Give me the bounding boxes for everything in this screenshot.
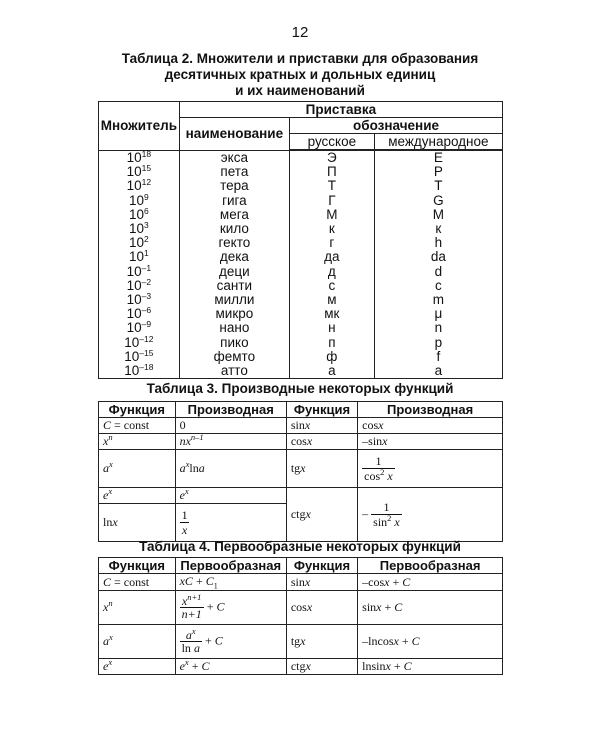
prefix-intl-cell: n bbox=[374, 321, 502, 335]
prefix-table bbox=[98, 101, 503, 379]
func-const: C = const bbox=[99, 418, 176, 434]
table2-title: Таблица 2. Множители и приставки для образования десятичных кратных и дольных единиц и их наименований bbox=[121, 51, 479, 98]
prefix-row bbox=[99, 364, 503, 379]
deriv-tg: $\frac{1}{\cos^2 x}$ bbox=[358, 450, 503, 488]
deriv-power: $nx^{n-1}$ bbox=[175, 434, 286, 450]
prefix-ru-cell: Г bbox=[290, 194, 375, 208]
prefix-intl-cell: m bbox=[374, 293, 502, 307]
func-ln: lnx bbox=[99, 504, 176, 542]
prefix-ru-cell: ф bbox=[290, 350, 375, 364]
func-cos: cosx bbox=[286, 434, 357, 450]
header-derivative-2: Производная bbox=[358, 402, 503, 418]
prefix-row bbox=[99, 150, 503, 165]
prefix-row bbox=[99, 222, 503, 236]
anti-tg: –lncosx + C bbox=[358, 625, 503, 659]
anti-exp-e: $e^x + C$ bbox=[175, 659, 286, 675]
prefix-name-cell: фемто bbox=[179, 350, 289, 364]
multiplier-cell: $10^6$ bbox=[99, 208, 180, 222]
prefix-name-cell: гига bbox=[179, 194, 289, 208]
prefix-ru-cell: Э bbox=[290, 150, 375, 165]
prefix-row bbox=[99, 165, 503, 179]
prefix-row bbox=[99, 179, 503, 193]
prefix-ru-cell: Т bbox=[290, 179, 375, 193]
table4-title: Таблица 4. Первообразные некоторых функций bbox=[139, 539, 461, 554]
deriv-ln: $\frac{1}{x}$ bbox=[175, 504, 286, 542]
header-multiplier: Множитель bbox=[99, 102, 180, 151]
prefix-row bbox=[99, 208, 503, 222]
prefix-intl-cell: E bbox=[374, 150, 502, 165]
table3-title: Таблица 3. Производные некоторых функций bbox=[146, 381, 454, 396]
multiplier-cell: $10^{15}$ bbox=[99, 165, 180, 179]
prefix-ru-cell: м bbox=[290, 293, 375, 307]
prefix-intl-cell: T bbox=[374, 179, 502, 193]
header-function-2: Функция bbox=[286, 558, 357, 574]
prefix-row bbox=[99, 279, 503, 293]
multiplier-cell: $10^{-1}$ bbox=[99, 265, 180, 279]
prefix-name-cell: санти bbox=[179, 279, 289, 293]
func-ctg: ctgx bbox=[286, 488, 357, 542]
header-name: наименование bbox=[179, 118, 289, 151]
multiplier-cell: $10^{-3}$ bbox=[99, 293, 180, 307]
multiplier-cell: $10^2$ bbox=[99, 236, 180, 250]
header-function-1: Функция bbox=[99, 402, 176, 418]
header-function-1: Функция bbox=[99, 558, 176, 574]
header-designation: обозначение bbox=[290, 118, 503, 134]
page-number: 12 bbox=[291, 24, 309, 41]
prefix-ru-cell: п bbox=[290, 336, 375, 350]
anti-sin: –cosx + C bbox=[358, 574, 503, 591]
func-exp-e: $e^x$ bbox=[99, 488, 176, 504]
func-exp-a: $a^x$ bbox=[99, 450, 176, 488]
prefix-name-cell: экса bbox=[179, 150, 289, 165]
multiplier-cell: $10^{12}$ bbox=[99, 179, 180, 193]
header-antiderivative-2: Первообразная bbox=[358, 558, 503, 574]
prefix-name-cell: кило bbox=[179, 222, 289, 236]
multiplier-cell: $10^{-9}$ bbox=[99, 321, 180, 335]
func-power: $x^n$ bbox=[99, 591, 176, 625]
prefix-row bbox=[99, 321, 503, 335]
prefix-name-cell: гекто bbox=[179, 236, 289, 250]
header-prefix: Приставка bbox=[179, 102, 502, 118]
prefix-ru-cell: да bbox=[290, 250, 375, 264]
prefix-name-cell: дека bbox=[179, 250, 289, 264]
header-russian: русское bbox=[290, 134, 375, 151]
func-sin: sinx bbox=[286, 574, 357, 591]
deriv-exp-e: $e^x$ bbox=[175, 488, 286, 504]
prefix-row bbox=[99, 350, 503, 364]
prefix-intl-cell: h bbox=[374, 236, 502, 250]
prefix-row bbox=[99, 194, 503, 208]
deriv-ctg: – $\frac{1}{\sin^2 x}$ bbox=[358, 488, 503, 542]
multiplier-cell: $10^{-12}$ bbox=[99, 336, 180, 350]
multiplier-cell: $10^3$ bbox=[99, 222, 180, 236]
prefix-ru-cell: М bbox=[290, 208, 375, 222]
header-function-2: Функция bbox=[286, 402, 357, 418]
prefix-ru-cell: д bbox=[290, 265, 375, 279]
prefix-intl-cell: p bbox=[374, 336, 502, 350]
prefix-row bbox=[99, 265, 503, 279]
prefix-intl-cell: G bbox=[374, 194, 502, 208]
anti-const: xC + $C_1$ bbox=[175, 574, 286, 591]
prefix-row bbox=[99, 236, 503, 250]
prefix-table-body bbox=[99, 150, 503, 379]
multiplier-cell: $10^9$ bbox=[99, 194, 180, 208]
func-power: $x^n$ bbox=[99, 434, 176, 450]
prefix-name-cell: деци bbox=[179, 265, 289, 279]
anti-exp-a: $\frac{a^x}{\text{ln a}}$ + C bbox=[175, 625, 286, 659]
func-tg: tgx bbox=[286, 625, 357, 659]
prefix-intl-cell: μ bbox=[374, 307, 502, 321]
prefix-intl-cell: f bbox=[374, 350, 502, 364]
prefix-name-cell: пико bbox=[179, 336, 289, 350]
prefix-row bbox=[99, 336, 503, 350]
prefix-intl-cell: da bbox=[374, 250, 502, 264]
antiderivatives-table bbox=[98, 557, 503, 675]
header-international: международное bbox=[374, 134, 502, 151]
func-cos: cosx bbox=[286, 591, 357, 625]
multiplier-cell: $10^{18}$ bbox=[99, 150, 180, 165]
prefix-ru-cell: П bbox=[290, 165, 375, 179]
prefix-name-cell: милли bbox=[179, 293, 289, 307]
func-sin: sinx bbox=[286, 418, 357, 434]
header-antiderivative-1: Первообразная bbox=[175, 558, 286, 574]
prefix-row bbox=[99, 293, 503, 307]
multiplier-cell: $10^{-15}$ bbox=[99, 350, 180, 364]
prefix-ru-cell: г bbox=[290, 236, 375, 250]
deriv-cos: –sinx bbox=[358, 434, 503, 450]
prefix-intl-cell: P bbox=[374, 165, 502, 179]
multiplier-cell: $10^1$ bbox=[99, 250, 180, 264]
prefix-row bbox=[99, 250, 503, 264]
deriv-const: 0 bbox=[175, 418, 286, 434]
multiplier-cell: $10^{-18}$ bbox=[99, 364, 180, 379]
header-derivative-1: Производная bbox=[175, 402, 286, 418]
prefix-intl-cell: d bbox=[374, 265, 502, 279]
prefix-ru-cell: к bbox=[290, 222, 375, 236]
derivatives-table bbox=[98, 401, 503, 542]
prefix-name-cell: атто bbox=[179, 364, 289, 379]
func-const: C = const bbox=[99, 574, 176, 591]
multiplier-cell: $10^{-2}$ bbox=[99, 279, 180, 293]
anti-power: $\frac{x^{n+1}}{n+1}$ + C bbox=[175, 591, 286, 625]
prefix-name-cell: мега bbox=[179, 208, 289, 222]
multiplier-cell: $10^{-6}$ bbox=[99, 307, 180, 321]
prefix-name-cell: тера bbox=[179, 179, 289, 193]
deriv-sin: cosx bbox=[358, 418, 503, 434]
prefix-intl-cell: c bbox=[374, 279, 502, 293]
prefix-name-cell: пета bbox=[179, 165, 289, 179]
func-exp-e: $e^x$ bbox=[99, 659, 176, 675]
prefix-ru-cell: с bbox=[290, 279, 375, 293]
prefix-name-cell: микро bbox=[179, 307, 289, 321]
prefix-name-cell: нано bbox=[179, 321, 289, 335]
prefix-ru-cell: н bbox=[290, 321, 375, 335]
anti-cos: sinx + C bbox=[358, 591, 503, 625]
prefix-intl-cell: a bbox=[374, 364, 502, 379]
prefix-intl-cell: M bbox=[374, 208, 502, 222]
deriv-exp-a: $a^x\ln a$ bbox=[175, 450, 286, 488]
prefix-row bbox=[99, 307, 503, 321]
prefix-ru-cell: мк bbox=[290, 307, 375, 321]
prefix-ru-cell: а bbox=[290, 364, 375, 379]
func-exp-a: $a^x$ bbox=[99, 625, 176, 659]
func-ctg: ctgx bbox=[286, 659, 357, 675]
prefix-intl-cell: к bbox=[374, 222, 502, 236]
func-tg: tgx bbox=[286, 450, 357, 488]
anti-ctg: lnsinx + C bbox=[358, 659, 503, 675]
